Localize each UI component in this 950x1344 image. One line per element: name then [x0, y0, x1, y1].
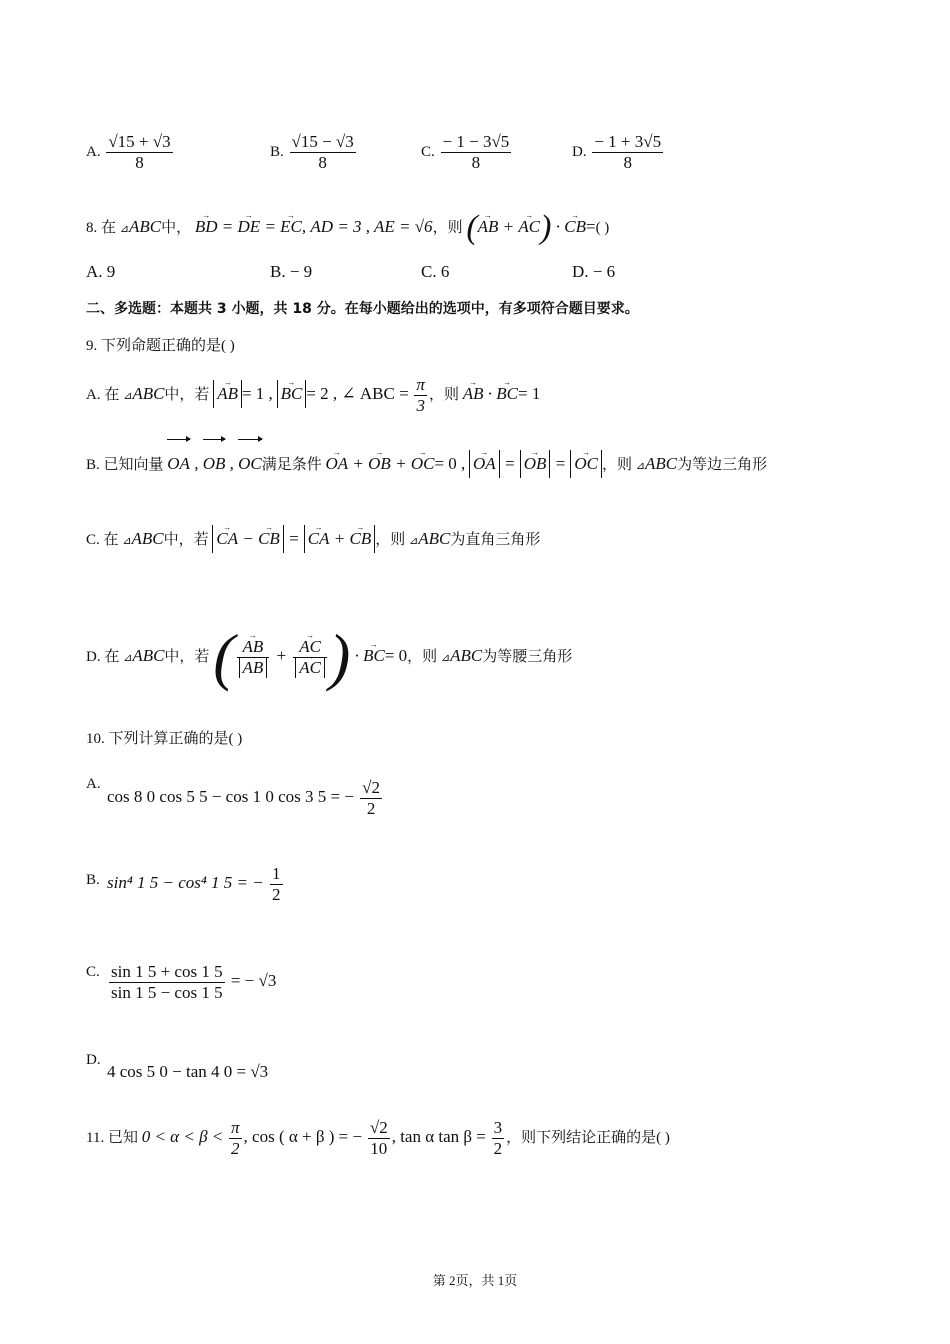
triangle-icon: ⊿: [123, 390, 133, 402]
triangle-icon: ⊿: [122, 535, 132, 547]
section-heading: 二、多选题：本题共 3 小题，共 18 分。在每小题给出的选项中，有多项符合题目要求。: [86, 301, 639, 317]
then: ，则: [601, 457, 632, 473]
cond1: 0 < α < β <: [141, 1127, 224, 1146]
numerator: √2: [369, 1118, 388, 1138]
option-prefix: D. 在: [86, 649, 120, 665]
q8-cond-suffix: , AD = 3 , AE = √6: [301, 217, 433, 236]
expression: cos 8 0 cos 5 5 − cos 1 0 cos 3 5 = −: [107, 787, 354, 806]
cond2: = 2 , ∠ ABC =: [306, 384, 409, 403]
q11-tail: ，则下列结论正确的是( ): [506, 1130, 670, 1146]
triangle-icon: ⊿: [123, 652, 133, 664]
numerator: π: [416, 375, 425, 395]
cond2: , cos ( α + β ) = −: [243, 1127, 363, 1146]
question-8: [86, 205, 609, 251]
fraction: [109, 962, 225, 1003]
q7-option-a: [86, 132, 175, 173]
q10-option-a-label: A.: [86, 776, 101, 792]
numerator: √15 − √3: [291, 132, 354, 151]
q8-option-d: D. − 6: [572, 262, 616, 281]
option-label: D.: [572, 143, 587, 160]
q9-option-c: [86, 517, 540, 563]
fraction: [368, 1118, 390, 1159]
q10-option-c-label: C.: [86, 964, 100, 980]
denominator: sin 1 5 − cos 1 5: [111, 982, 223, 1002]
q8-option-b: B. − 9: [270, 262, 313, 281]
denominator: 2: [493, 1139, 503, 1159]
fraction: [492, 1118, 505, 1159]
option-prefix: B. 已知向量: [86, 457, 164, 473]
triangle-name: ABC: [450, 646, 483, 665]
numerator: π: [231, 1118, 240, 1138]
fraction: [229, 1118, 242, 1159]
tail: 为直角三角形: [450, 532, 541, 548]
q7-option-d: [572, 132, 665, 173]
option-mid: 满足条件: [261, 457, 322, 473]
fraction: [441, 132, 512, 173]
vectors: OA , OB , OC: [167, 454, 261, 473]
q10-option-c: [107, 956, 276, 1006]
option-mid: 中，若: [164, 649, 210, 665]
fraction: [414, 375, 427, 416]
then: ，则: [407, 649, 438, 665]
then: ，则: [428, 387, 459, 403]
q8-tail: =: [585, 217, 596, 236]
dot-product: → AB · → BC: [463, 384, 518, 403]
fraction: [106, 132, 172, 173]
fraction: [270, 864, 283, 905]
triangle-name: ABC: [131, 529, 164, 548]
option-label: C.: [421, 143, 435, 160]
q8-prefix: 8. 在: [86, 220, 117, 236]
denominator: 8: [135, 153, 144, 172]
q9-option-d: [86, 620, 572, 694]
numerator: 3: [493, 1118, 503, 1138]
q9-option-b: [86, 442, 767, 488]
numerator: √15 + √3: [108, 132, 171, 151]
q10-option-b: [107, 858, 285, 908]
q10-title: 10. 下列计算正确的是( ): [86, 731, 243, 747]
tail: 为等腰三角形: [482, 649, 573, 665]
eq: = 0 ,: [434, 454, 466, 473]
option-prefix: A. 在: [86, 387, 120, 403]
denominator: 8: [623, 153, 632, 172]
triangle-name: ABC: [418, 529, 451, 548]
q9-option-a: [86, 372, 540, 418]
triangle-name: ABC: [644, 454, 678, 473]
q8-option-c: C. 6: [421, 262, 450, 281]
vector-sum: → OA + → OB + → OC: [326, 454, 435, 473]
option-mid: 中，若: [163, 532, 209, 548]
denominator: 10: [370, 1139, 388, 1159]
q8-mid: 中，: [161, 220, 192, 236]
q8-expression: (→ AB + → AC) · → CB: [466, 217, 586, 236]
option-mid: 中，若: [164, 387, 210, 403]
numerator: sin 1 5 + cos 1 5: [111, 961, 223, 981]
triangle-name: ABC: [132, 646, 165, 665]
q7-option-c: [421, 132, 513, 173]
q10-option-a: [107, 772, 384, 822]
option-prefix: C. 在: [86, 532, 119, 548]
q8-option-a: A. 9: [86, 262, 116, 281]
unit-vector-sum: ( → AB → AB + → AC → AC ) · → BC: [213, 646, 385, 665]
triangle-name: ABC: [132, 384, 165, 403]
fraction: [360, 778, 382, 819]
fraction: [592, 132, 663, 173]
then: ，则: [375, 532, 406, 548]
answer-paren: ( ): [595, 220, 610, 236]
numerator: √2: [362, 777, 381, 797]
denominator: 8: [471, 153, 481, 172]
q9-title: 9. 下列命题正确的是( ): [86, 338, 235, 354]
abs-equation: → CA − → CB = → CA + → CB: [212, 529, 375, 548]
numerator: − 1 − 3√5: [442, 132, 510, 151]
numerator: 1: [272, 863, 281, 883]
q10-option-d: 4 cos 5 0 − tan 4 0 = √3: [107, 1062, 269, 1081]
q10-option-b-label: B.: [86, 872, 100, 888]
triangle-icon: ⊿: [440, 652, 451, 664]
q10-option-d-label: D.: [86, 1052, 101, 1068]
triangle-icon: ⊿: [635, 460, 645, 472]
cond3: , tan α tan β =: [391, 1127, 486, 1146]
question-11: [86, 1112, 670, 1163]
numerator: − 1 + 3√5: [594, 132, 662, 151]
tail: = 1: [517, 384, 541, 403]
denominator: 8: [318, 153, 327, 172]
triangle-icon: ⊿: [409, 535, 419, 547]
denominator: 3: [416, 396, 425, 416]
expression: sin⁴ 1 5 − cos⁴ 1 5 = −: [107, 873, 264, 892]
option-label: A.: [86, 143, 101, 160]
abs-ab: → AB: [213, 380, 242, 408]
cond: = 1 ,: [241, 384, 273, 403]
fraction: [290, 132, 356, 173]
q8-condition: → BD = → DE = → EC: [195, 217, 302, 236]
eq: = 0: [384, 646, 408, 665]
tail: 为等边三角形: [677, 457, 768, 473]
denominator: 2: [366, 798, 376, 818]
denominator: 2: [272, 884, 281, 904]
option-label: B.: [270, 143, 284, 160]
tail: = − √3: [230, 971, 277, 990]
q7-option-b: [270, 132, 358, 173]
q11-prefix: 11. 已知: [86, 1130, 138, 1146]
triangle-icon: ⊿: [119, 223, 129, 235]
abs-bc: → BC: [277, 380, 307, 408]
q8-then: ，则: [432, 220, 463, 236]
page-footer: 第 2页，共 1页: [432, 1273, 518, 1288]
denominator: 2: [231, 1139, 240, 1159]
triangle-name: ABC: [128, 217, 162, 236]
abs-equal: → OA = → OB = → OC: [469, 454, 602, 473]
